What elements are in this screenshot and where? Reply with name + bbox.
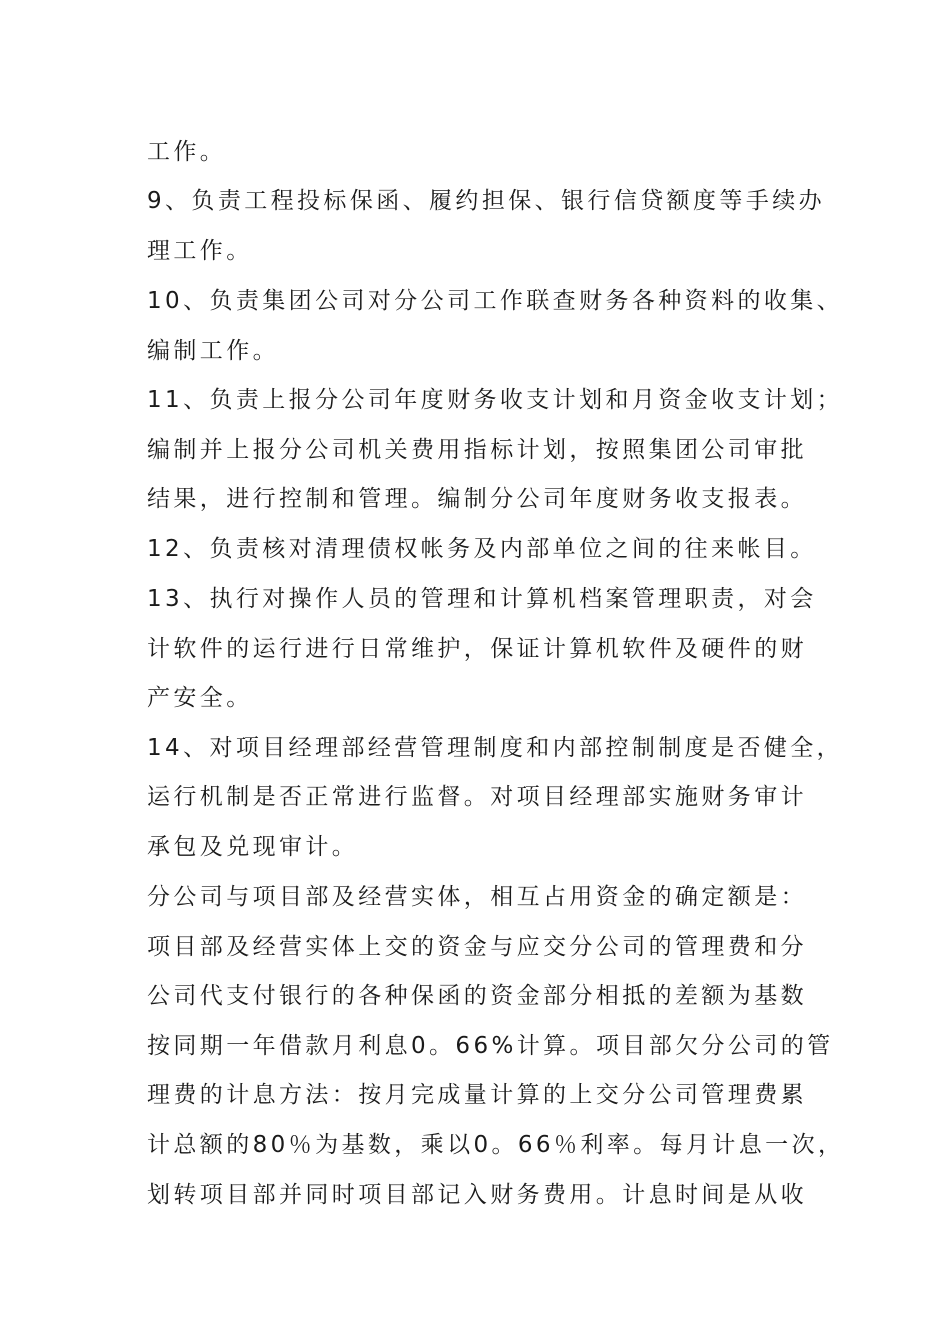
text-line: 工作。 <box>147 139 227 165</box>
text-line: 结果，进行控制和管理。编制分公司年度财务收支报表。 <box>147 486 807 512</box>
text-line: 12、负责核对清理债权帐务及内部单位之间的往来帐目。 <box>147 536 817 562</box>
text-line: 13、执行对操作人员的管理和计算机档案管理职责，对会 <box>147 586 817 612</box>
text-line: 9、负责工程投标保函、履约担保、银行信贷额度等手续办 <box>147 188 826 214</box>
text-line: 按同期一年借款月利息0。66%计算。项目部欠分公司的管 <box>147 1033 834 1059</box>
text-line: 计总额的80％为基数，乘以0。66％利率。每月计息一次， <box>147 1132 845 1158</box>
text-line: 产安全。 <box>147 685 253 711</box>
text-line: 编制并上报分公司机关费用指标计划，按照集团公司审批 <box>147 437 807 463</box>
text-line: 项目部及经营实体上交的资金与应交分公司的管理费和分 <box>147 934 807 960</box>
text-line: 10、负责集团公司对分公司工作联查财务各种资料的收集、 <box>147 288 844 314</box>
text-line: 理费的计息方法：按月完成量计算的上交分公司管理费累 <box>147 1082 807 1108</box>
text-line: 承包及兑现审计。 <box>147 834 359 860</box>
text-line: 11、负责上报分公司年度财务收支计划和月资金收支计划； <box>147 387 844 413</box>
text-line: 14、对项目经理部经营管理制度和内部控制制度是否健全， <box>147 735 844 761</box>
text-line: 公司代支付银行的各种保函的资金部分相抵的差额为基数 <box>147 983 807 1009</box>
text-line: 计软件的运行进行日常维护，保证计算机软件及硬件的财 <box>147 636 807 662</box>
text-line: 理工作。 <box>147 238 253 264</box>
text-line: 编制工作。 <box>147 338 279 364</box>
text-line: 划转项目部并同时项目部记入财务费用。计息时间是从收 <box>147 1182 807 1208</box>
text-line: 分公司与项目部及经营实体，相互占用资金的确定额是： <box>147 884 807 910</box>
text-line: 运行机制是否正常进行监督。对项目经理部实施财务审计 <box>147 784 807 810</box>
